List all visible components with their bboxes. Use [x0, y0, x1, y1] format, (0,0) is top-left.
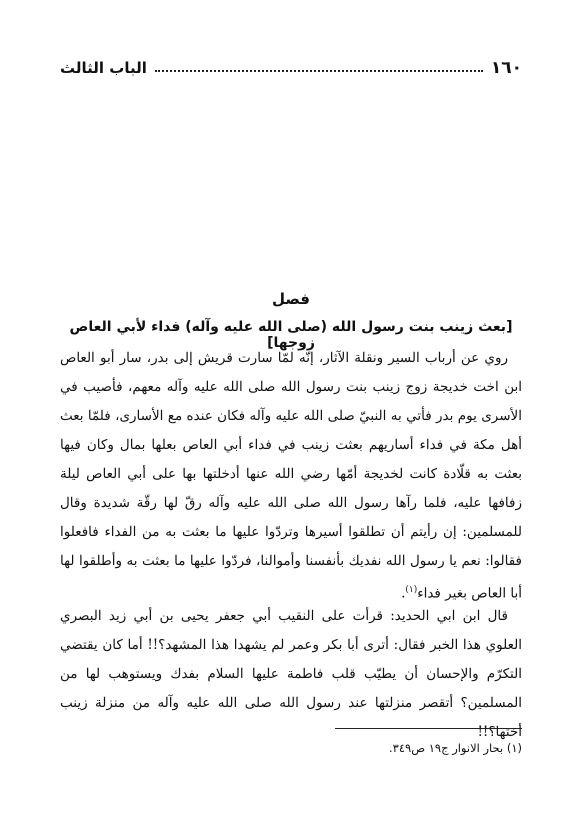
chapter-title: الباب الثالث: [60, 59, 147, 77]
footnote: (١) بحار الانوار ج١٩ ص٣٤٩.: [389, 741, 522, 755]
footnote-divider: [335, 728, 522, 729]
section-title: فصل: [272, 290, 310, 308]
section-subtitle: [بعث زينب بنت رسول الله (صلى الله عليه وآله) فداء لأبي العاص زوجها]: [69, 319, 513, 351]
header-dotted-leader: [155, 70, 483, 72]
body-paragraph: قال ابن ابي الحديد: قرأت على النقيب أبي جعفر يحيى بن أبي زيد البصري العلوي هذا الخبر فقال: أترى أبا بكر وعمر لم يشهدا هذا المشهد؟!! أما كان يقتضي التكرّم والإحسان أن يطيّب قلب فاطمة عليها السلام بفدك ويستوهب لها من المسلمين؟ أتقصر منزلتها عند رسول الله صلى الله عليه وآله من منزلة زينب أختها؟!!: [60, 608, 522, 740]
paragraph-end: .: [401, 585, 406, 602]
footnote-reference: (١): [405, 585, 418, 595]
paragraph-text: روي عن أرباب السير ونقلة الآثار، إنّه لمّا سارت قريش إلى بدر، سار أبو العاص ابن اخت خديجة زوج زينب بنت رسول الله صلى الله عليه وآله معهم، فأصيب في الأسرى يوم بدر فأتي به النبيّ صلى الله عليه وآله فكان عنده مع الأسارى، فلمّا بعث أهل مكة في فداء أساريهم بعثت زينب في فداء أبي العاص بعلها بمال وكان فيها بعثت به قلّادة كانت لخديجة أمّها رضي الله عنها أدخلتها بها على أبي العاص ليلة زفافها عليه، فلما رآها رسول الله صلى الله عليه وآله رقّ لها رقّة شديدة وقال للمسلمين: إن رأيتم أن تطلقوا أسيرها وتردّوا عليها ما بعثت به من الفداء فافعلوا فقالوا: نعم يا رسول الله نفديك بأنفسنا وأموالنا، فردّوا عليها ما بعثت به وأطلقوا لها أبا العاص بغير فداء: [60, 350, 522, 602]
page-number: ١٦٠: [490, 58, 522, 78]
body-paragraph: [60, 344, 522, 609]
page-header: [60, 56, 522, 80]
